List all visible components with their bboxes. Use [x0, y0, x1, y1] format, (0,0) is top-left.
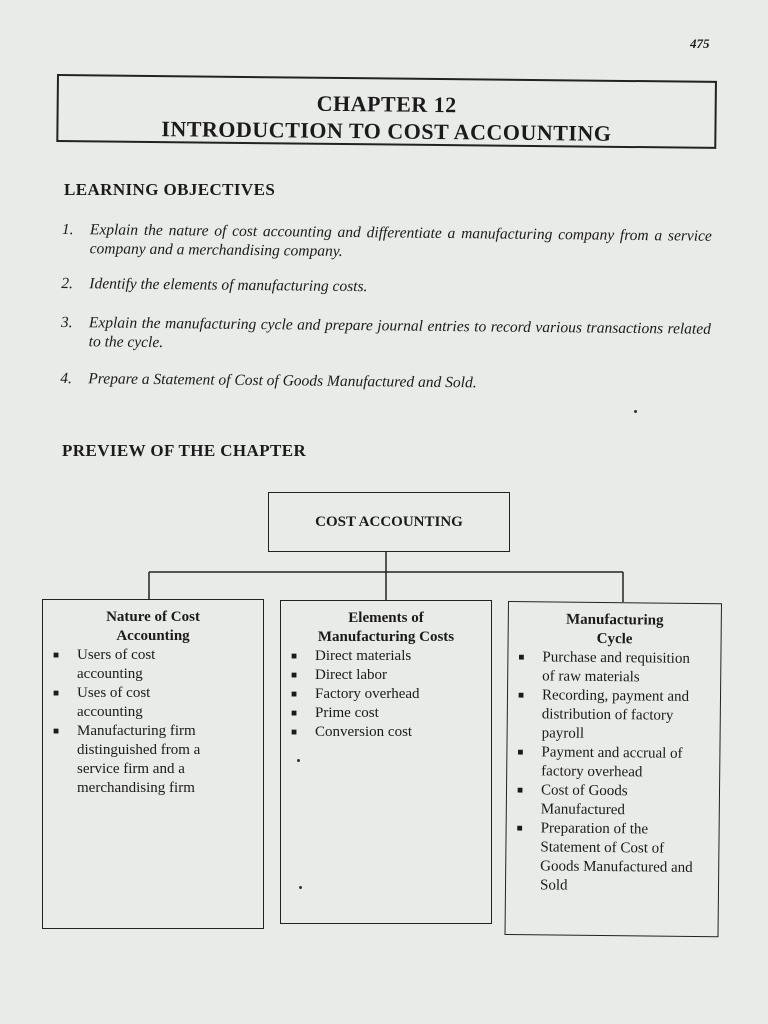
list-item — [289, 647, 483, 666]
bullet-icon: ■ — [53, 726, 60, 737]
speck-mark — [297, 759, 300, 762]
bullet-icon: ■ — [53, 688, 60, 699]
objective-number: 2. — [61, 274, 74, 293]
list-item — [516, 648, 712, 688]
list-item — [51, 646, 255, 684]
preview-heading: PREVIEW OF THE CHAPTER — [62, 441, 307, 460]
bullet-icon: ■ — [518, 652, 525, 664]
objective-number: 4. — [60, 369, 73, 388]
root-node-label: COST ACCOUNTING — [315, 513, 463, 530]
bullet-icon: ■ — [291, 651, 298, 662]
page-number: 475 — [690, 36, 710, 51]
speck-mark — [634, 410, 637, 413]
objective-number: 1. — [61, 220, 74, 239]
list-item — [289, 723, 483, 742]
list-item — [51, 722, 255, 798]
list-item — [515, 781, 711, 821]
list-item-text: Users of cost accounting — [77, 647, 156, 682]
chapter-number: CHAPTER 12 — [316, 90, 457, 118]
list-item-text: Uses of cost accounting — [77, 685, 151, 720]
list-item-text: Payment and accrual of factory overhead — [541, 744, 683, 781]
bullet-icon: ■ — [516, 823, 523, 835]
column-nature-of-cost-accounting — [42, 599, 264, 929]
list-item — [516, 686, 713, 745]
objective-text: Explain the manufacturing cycle and prepare journal entries to record various transactions related to the cycle. — [88, 314, 711, 352]
bullet-icon: ■ — [291, 670, 298, 681]
column-list — [51, 646, 255, 798]
speck-mark — [299, 886, 302, 889]
list-item-text: Cost of Goods Manufactured — [540, 782, 628, 819]
list-item — [289, 704, 483, 723]
list-item — [289, 666, 483, 685]
list-item-text: Purchase and requisition of raw materials — [542, 649, 690, 686]
bullet-icon: ■ — [291, 727, 298, 738]
list-item-text: Recording, payment and distribution of factory payroll — [541, 687, 690, 742]
bullet-icon: ■ — [291, 689, 298, 700]
list-item-text: Conversion cost — [315, 724, 413, 740]
bullet-icon: ■ — [53, 650, 60, 661]
column-title: Nature of Cost Accounting — [106, 609, 200, 644]
objective-number: 3. — [60, 313, 73, 332]
column-elements-of-manufacturing-costs — [280, 600, 492, 924]
list-item — [51, 684, 255, 722]
bullet-icon: ■ — [517, 747, 524, 759]
bullet-icon: ■ — [517, 690, 525, 702]
list-item-text: Prime cost — [315, 705, 379, 721]
column-list — [289, 647, 483, 742]
chapter-title: INTRODUCTION TO COST ACCOUNTING — [161, 116, 612, 146]
bullet-icon: ■ — [291, 708, 298, 719]
list-item-text: Preparation of the Statement of Cost of Goods Manufactured and Sold — [539, 820, 693, 894]
column-title: Elements of Manufacturing Costs — [317, 610, 455, 645]
list-item-text: Direct labor — [315, 667, 388, 683]
list-item-text: Factory overhead — [315, 686, 420, 702]
learning-objectives-heading: LEARNING OBJECTIVES — [64, 180, 276, 199]
list-item-text: Direct materials — [315, 648, 412, 664]
objective-text: Prepare a Statement of Cost of Goods Manufactured and Sold. — [88, 370, 477, 392]
list-item-text: Manufacturing firm distinguished from a service firm and a merchandising firm — [77, 723, 201, 796]
column-title: Manufacturing Cycle — [565, 611, 664, 648]
column-manufacturing-cycle — [505, 601, 722, 937]
objective-text: Explain the nature of cost accounting and differentiate a manufacturing company from a service company and a merchandising company. — [89, 221, 712, 260]
list-item — [515, 743, 711, 783]
list-item — [289, 685, 483, 704]
column-list — [514, 648, 713, 897]
objective-text: Identify the elements of manufacturing costs. — [89, 275, 368, 296]
bullet-icon: ■ — [516, 785, 524, 797]
list-item — [514, 819, 711, 897]
